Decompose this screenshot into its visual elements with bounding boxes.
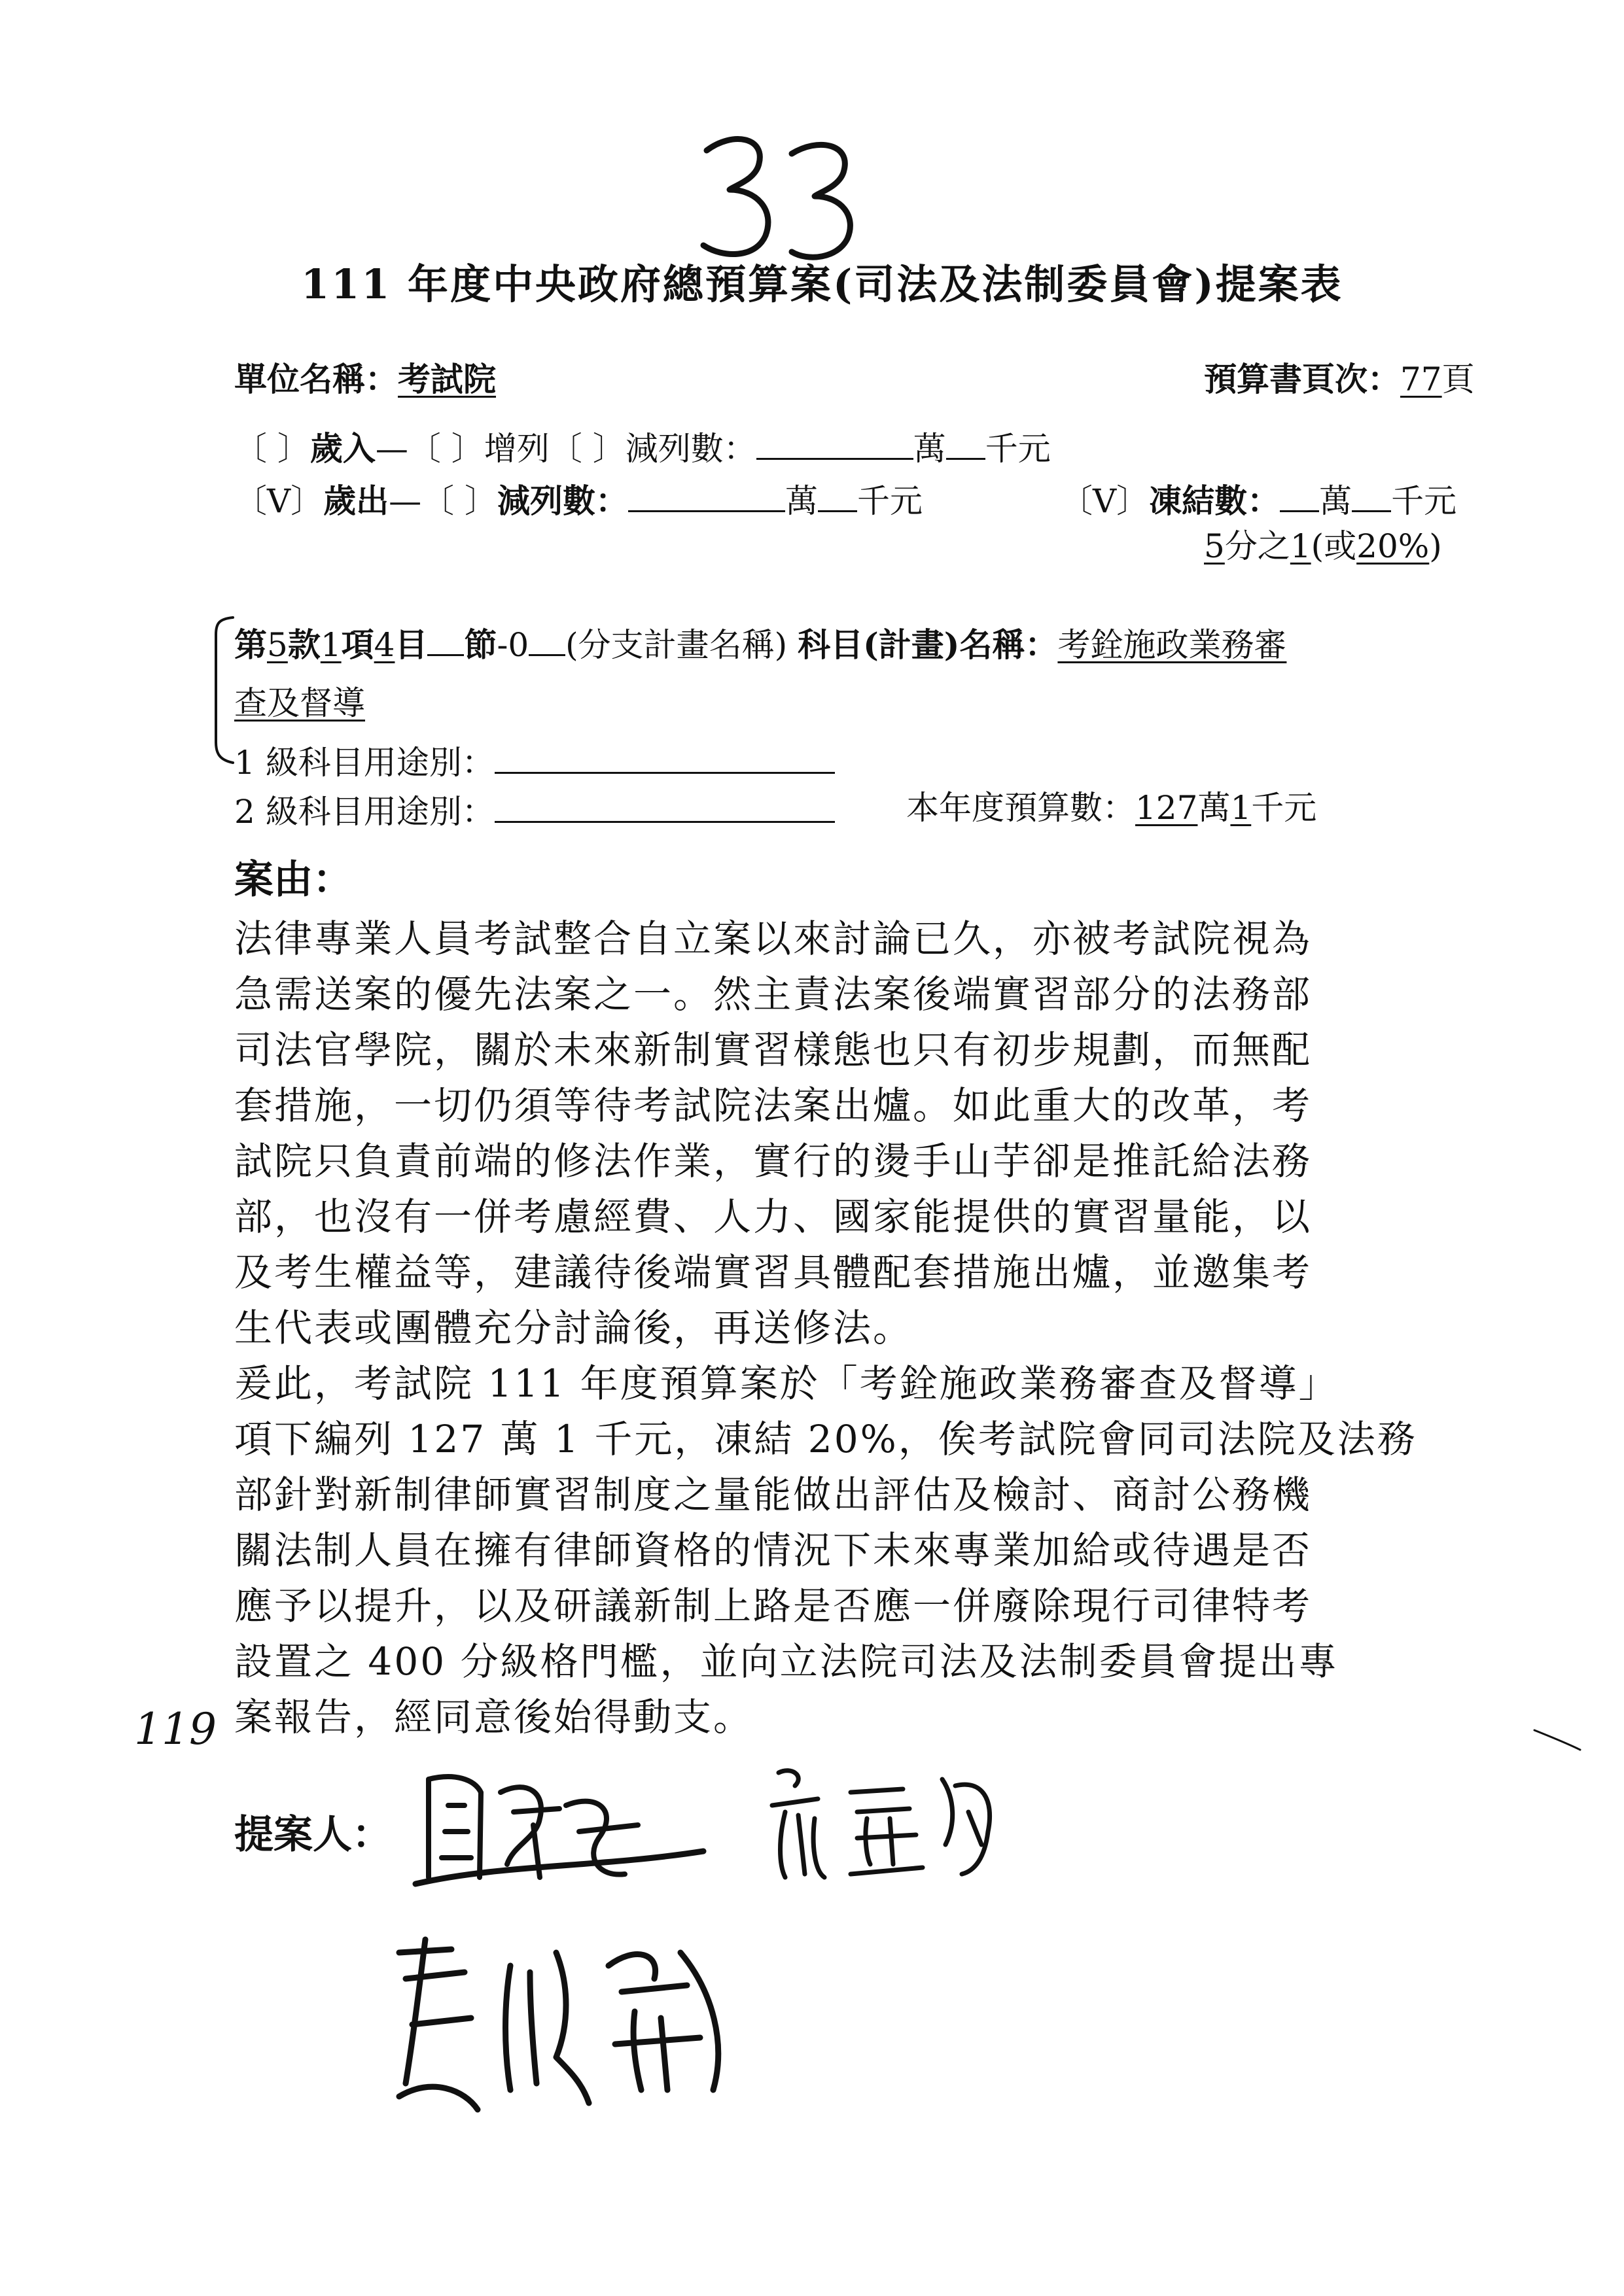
subject-label: 科目(計畫)名稱： [798,625,1058,664]
expenditure-row [234,478,923,521]
budget-page-suffix: 頁 [1441,360,1475,398]
revenue-checkbox: 〔 〕 [234,430,310,468]
use-level-2-label: 2 級科目用途別： [234,793,495,831]
reason-line: 爰此，考試院 111 年度預算案於「考銓施政業務審查及督導」 [234,1361,1339,1406]
revenue-wan: 萬 [913,430,946,468]
item-row-2 [234,684,365,723]
freeze-row [1060,478,1456,521]
signature-1 [402,1753,710,1904]
reason-line: 應予以提升，以及研議新制上路是否應一併廢除現行司律特考 [234,1584,1313,1628]
unit-label: 單位名稱： [234,360,398,398]
freeze-wan-blank [1280,478,1319,512]
item-row [234,621,1286,665]
freeze-qian-blank [1352,478,1391,512]
exp-decrease-checkbox: 〔 〕 [421,482,498,520]
item-bracket [209,615,236,765]
use-level-2-row [234,788,835,831]
reason-line: 生代表或團體充分討論後，再送修法。 [234,1306,913,1350]
xiang-value: 1 [320,626,342,664]
jie-blank-2 [529,621,565,656]
this-year-qian-value: 1 [1230,789,1252,827]
reason-heading: 案由： [234,857,352,903]
kuan-value: 5 [267,626,288,664]
revenue-qian: 千元 [985,430,1051,468]
item-prefix: 第 [234,625,267,664]
use-level-1-row [234,739,835,782]
jie-value: -0 [497,626,529,664]
budget-page-label: 預算書頁次： [1204,360,1400,398]
this-year-qian: 千元 [1251,789,1317,827]
signature-3 [373,1926,779,2116]
reason-line: 設置之 400 分級格門檻，並向立法院司法及法制委員會提出專 [234,1639,1339,1684]
subject-value-2: 查及督導 [234,684,365,722]
handwritten-page-number [694,124,870,268]
use-level-2-blank [495,788,835,823]
expenditure-dash: — [389,482,422,520]
revenue-label: 歲入 [309,429,376,468]
increase-label: 增列 [484,430,550,468]
freeze-wan: 萬 [1319,482,1352,520]
revenue-row [234,425,1051,468]
use-level-1-label: 1 級科目用途別： [234,744,495,782]
reason-line: 關法制人員在擁有律師資格的情況下未來專業加給或待遇是否 [234,1528,1313,1573]
jie-label: 節 [464,625,497,664]
exp-wan-blank [628,478,785,512]
reason-line: 及考生權益等，建議待後端實習具體配套措施出爐，並邀集考 [234,1250,1313,1295]
freeze-denominator: 5 [1204,527,1225,565]
unit-value: 考試院 [398,360,496,398]
mu-label: 目 [395,625,428,664]
freeze-ratio-text-2: (或 [1311,527,1357,565]
signature-2 [759,1760,1021,1890]
expenditure-checkbox: 〔V〕 [234,482,324,520]
proposer-label: 提案人： [234,1812,391,1858]
this-year-wan: 萬 [1197,789,1231,827]
this-year-budget-label: 本年度預算數： [906,789,1135,827]
freeze-ratio-text: 分之 [1224,527,1290,565]
reason-line: 項下編列 127 萬 1 千元，凍結 20%，俟考試院會同司法院及法務 [234,1417,1417,1461]
xiang-label: 項 [341,625,374,664]
freeze-percent: 20% [1356,527,1430,565]
freeze-ratio [1204,527,1442,566]
budget-page-row [1204,360,1475,399]
reason-line: 試院只負責前端的修法作業，實行的燙手山芋卻是推託給法務 [234,1139,1313,1183]
mu-value: 4 [374,626,395,664]
unit-row [234,360,496,399]
reason-line: 法律專業人員考試整合自立案以來討論已久，亦被考試院視為 [234,916,1313,961]
sub-plan-label: (分支計畫名稱) [565,626,788,664]
decrease-qian-blank [946,425,985,460]
reason-line: 部，也沒有一併考慮經費、人力、國家能提供的實習量能，以 [234,1194,1313,1239]
reason-line: 套措施，一切仍須等待考試院法案出爐。如此重大的改革，考 [234,1083,1313,1128]
reason-line: 急需送案的優先法案之一。然主責法案後端實習部分的法務部 [234,972,1313,1017]
exp-decrease-label: 減列數： [497,481,629,520]
exp-wan: 萬 [785,482,819,520]
revenue-dash: — [375,430,408,468]
exp-qian-blank [818,478,857,512]
form-title: 111 年度中央政府總預算案(司法及法制委員會)提案表 [301,260,1343,308]
freeze-checkbox: 〔V〕 [1060,482,1150,520]
reason-line: 案報告，經同意後始得動支。 [234,1695,754,1739]
decrease-wan-blank [756,425,913,460]
this-year-budget [906,788,1316,827]
this-year-wan-value: 127 [1135,789,1198,827]
subject-value-1: 考銓施政業務審 [1057,626,1287,664]
decrease-label: 減列數： [625,430,756,468]
decrease-checkbox: 〔 〕 [549,430,626,468]
kuan-label: 款 [287,625,321,664]
freeze-label: 凍結數： [1149,481,1280,520]
freeze-ratio-close: ) [1429,527,1442,565]
increase-checkbox: 〔 〕 [408,430,484,468]
expenditure-label: 歲出 [323,481,389,520]
use-level-1-blank [495,739,835,774]
jie-blank [427,621,464,656]
freeze-qian: 千元 [1391,482,1457,520]
stray-mark [1531,1727,1583,1753]
freeze-numerator: 1 [1290,527,1311,565]
budget-page-value: 77 [1400,360,1442,398]
reason-line: 司法官學院，關於未來新制實習樣態也只有初步規劃，而無配 [234,1028,1313,1072]
reason-line: 部針對新制律師實習制度之量能做出評估及檢討、商討公務機 [234,1472,1313,1517]
margin-note: 119 [134,1704,217,1754]
exp-qian: 千元 [857,482,923,520]
